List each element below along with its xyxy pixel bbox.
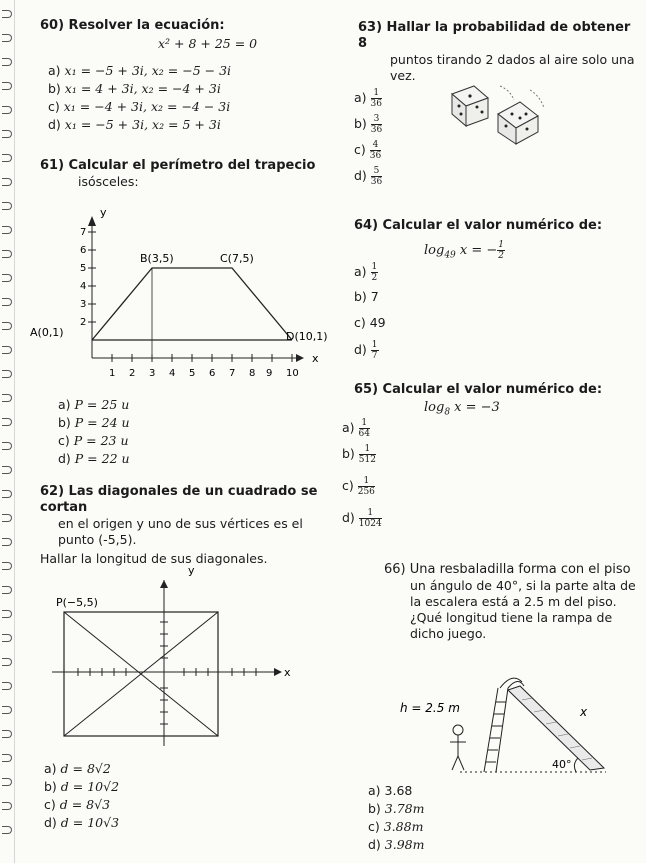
point-a-label: A(0,1) [30,326,64,339]
binding-ring [2,58,12,66]
y-ticks [80,227,96,328]
y-tick-label: 2 [80,317,87,328]
angle-arc [574,758,578,772]
y-tick-label: 3 [80,299,87,310]
option-fraction: $\frac{1}{512}$ [358,444,376,465]
question-66 [384,562,640,642]
x-tick-label: 5 [189,368,196,379]
binding-ring [2,514,12,522]
option-value: x₁ = −5 + 3i, x₂ = −5 − 3i [64,63,232,78]
binding-ring [2,346,12,354]
log-text: log [424,243,445,258]
option-fraction: $\frac{1}{2}$ [371,262,378,283]
binding-ring [2,418,12,426]
binding-ring [2,298,12,306]
question-63-options [354,88,382,192]
option-fraction: $\frac{1}{36}$ [370,88,382,109]
binding-ring [2,274,12,282]
y-axis-label: y [188,564,195,577]
dice-icon [452,86,488,126]
x-tick-label: 6 [209,368,216,379]
option-row [354,114,382,140]
option-letter: d) [58,451,71,466]
binding-ring [2,706,12,714]
binding-ring [2,250,12,258]
y-axis-arrow-icon [88,216,96,226]
dice-illustration [440,76,560,146]
question-62 [40,484,340,567]
option-letter: a) [342,420,355,435]
binding-ring [2,658,12,666]
option-row [44,778,119,796]
option-row [342,444,382,476]
binding-ring [2,178,12,186]
point-b-label: B(3,5) [140,252,174,265]
binding-ring [2,586,12,594]
question-65-title: 65) Calcular el valor numérico de: [354,382,603,397]
option-fraction: $\frac{3}{36}$ [370,114,383,135]
option-letter: d) [368,837,381,852]
question-66-line: 66) Una resbaladilla forma con el piso [384,562,631,577]
question-61-options [58,396,130,468]
option-value: d = 8√2 [60,761,111,776]
notebook-binding [0,0,15,863]
square-graph [50,560,310,755]
question-60 [40,18,340,134]
option-letter: b) [342,446,355,461]
question-61 [40,158,340,190]
option-row [354,262,386,288]
y-axis-arrow-icon [160,580,168,588]
question-63-line: 63) Hallar la probabilidad de obtener 8 [358,20,631,51]
option-fraction: $\frac{4}{36}$ [369,140,382,161]
option-row [354,166,382,192]
point-c-label: C(7,5) [220,252,254,265]
binding-ring [2,154,12,162]
option-letter: c) [354,315,366,330]
binding-ring [2,394,12,402]
question-66-options [368,782,424,854]
option-letter: b) [58,415,71,430]
question-66-line: un ángulo de 40°, si la parte alta de [410,578,636,593]
x-tick-label: 2 [129,368,136,379]
option-letter: c) [48,99,60,114]
option-letter: c) [368,819,380,834]
option-letter: a) [368,783,381,798]
x-tick-label: 3 [149,368,156,379]
option-row [354,140,382,166]
question-61-title: 61) Calcular el perímetro del trapecio [40,158,316,173]
option-row [44,814,119,832]
option-value: 3.78m [384,801,425,816]
x-axis-label: x [312,352,319,365]
option-value: 3.98m [384,837,425,852]
question-61-subtitle: isósceles: [78,174,139,189]
option-row [342,418,382,444]
trapezoid-graph [30,198,330,388]
option-letter: c) [342,478,354,493]
question-64-title: 64) Calcular el valor numérico de: [354,218,603,233]
option-row [48,80,340,98]
question-65 [354,382,634,421]
option-value: P = 25 u [74,397,130,412]
binding-ring [2,370,12,378]
option-letter: d) [44,815,57,830]
binding-ring [2,82,12,90]
option-row [368,818,424,836]
dice-icon [498,102,538,144]
question-66-line: la escalera está a 2.5 m del piso. [410,594,617,609]
x-axis-arrow-icon [274,668,282,676]
option-letter: d) [48,117,61,132]
x-tick-label: 1 [109,368,116,379]
question-65-expression [424,400,634,421]
option-row [48,116,340,134]
x-axis-label: x [284,666,291,679]
x-tick-label: 9 [266,368,273,379]
option-fraction: $\frac{1}{256}$ [357,476,375,497]
option-letter: a) [58,397,71,412]
option-row [58,396,130,414]
binding-ring [2,634,12,642]
option-row [58,414,130,432]
binding-ring [2,562,12,570]
option-letter: b) [48,81,61,96]
binding-ring [2,754,12,762]
option-row [354,88,382,114]
question-63-line: puntos tirando 2 dados al aire solo una [390,52,635,67]
option-letter: c) [58,433,70,448]
option-letter: b) [368,801,381,816]
option-value: x₁ = 4 + 3i, x₂ = −4 + 3i [64,81,221,96]
option-value: 7 [370,289,379,304]
expression-rest: x = −3 [450,400,500,415]
option-letter: a) [354,90,367,105]
trapezoid-shape [92,268,292,340]
question-60-equation: x² + 8 + 25 = 0 [158,36,258,51]
option-value: 3.68 [384,783,413,798]
y-tick-label: 4 [80,281,87,292]
option-value: P = 24 u [74,415,130,430]
question-63 [358,20,638,84]
slide-illustration [400,672,640,782]
option-row [368,782,424,800]
option-value: x₁ = −4 + 3i, x₂ = −4 − 3i [63,99,231,114]
option-letter: b) [354,289,367,304]
x-axis-arrow-icon [296,354,304,362]
option-row [342,508,382,534]
option-fraction: $\frac{1}{7}$ [371,340,378,361]
binding-ring [2,130,12,138]
question-62-line: Hallar la longitud de sus diagonales. [40,551,268,566]
question-66-line: dicho juego. [410,626,487,641]
option-value: x₁ = −5 + 3i, x₂ = 5 + 3i [64,117,221,132]
y-axis-label: y [100,206,107,219]
point-p-label: P(−5,5) [56,596,98,609]
option-letter: b) [44,779,57,794]
binding-ring [2,10,12,18]
binding-ring [2,610,12,618]
option-value: P = 22 u [74,451,130,466]
option-row [58,450,130,468]
option-value: d = 10√3 [60,815,120,830]
option-value: P = 23 u [73,433,129,448]
question-65-options [342,418,382,534]
question-66-line: ¿Qué longitud tiene la rampa de [410,610,613,625]
point-d-label: D(10,1) [286,330,328,343]
binding-ring [2,682,12,690]
option-fraction: $\frac{1}{64}$ [358,418,370,439]
motion-lines [500,86,514,100]
question-63-line: vez. [390,68,416,83]
x-tick-label: 8 [249,368,256,379]
option-letter: a) [44,761,57,776]
binding-ring [2,442,12,450]
option-letter: a) [48,63,61,78]
option-row [48,62,340,80]
option-row [368,836,424,854]
option-letter: a) [354,264,367,279]
question-62-line: punto (-5,5). [58,532,137,547]
option-fraction: $\frac{5}{36}$ [370,166,383,187]
binding-ring [2,322,12,330]
x-tick-label: 4 [169,368,176,379]
log-base: 8 [444,407,451,418]
log-text: log [424,400,445,415]
binding-ring [2,538,12,546]
binding-ring [2,226,12,234]
question-62-options [44,760,119,832]
option-letter: c) [44,797,56,812]
ramp-length-label: x [580,705,588,719]
binding-ring [2,778,12,786]
option-row [354,288,386,314]
option-row [44,796,119,814]
option-row [354,340,386,366]
option-value: d = 10√2 [60,779,120,794]
child-figure-icon [450,725,466,770]
x-tick-label: 7 [229,368,236,379]
question-64-expression [424,240,634,264]
option-row [354,314,386,340]
binding-ring [2,490,12,498]
angle-label: 40° [552,758,572,771]
option-row [368,800,424,818]
option-row [48,98,340,116]
option-row [44,760,119,778]
question-64 [354,218,634,264]
y-tick-label: 5 [80,263,87,274]
log-base: 49 [444,250,456,261]
binding-ring [2,730,12,738]
binding-ring [2,466,12,474]
height-label: h = 2.5 m [400,701,460,715]
expression-fraction: $\frac{1}{2}$ [498,240,505,261]
binding-ring [2,802,12,810]
option-value: 49 [369,315,386,330]
option-row [58,432,130,450]
question-62-line: 62) Las diagonales de un cuadrado se cortan [40,484,318,515]
option-letter: c) [354,142,366,157]
motion-lines [530,90,544,108]
y-tick-label: 7 [80,227,87,238]
binding-ring [2,202,12,210]
question-60-title: 60) Resolver la ecuación: [40,18,225,33]
option-fraction: $\frac{1}{1024}$ [358,508,382,529]
binding-ring [2,826,12,834]
option-letter: b) [354,116,367,131]
expression-rest: x = − [455,243,498,258]
option-row [342,476,382,508]
option-value: d = 8√3 [59,797,111,812]
option-letter: d) [342,510,355,525]
binding-ring [2,106,12,114]
option-letter: d) [354,168,367,183]
binding-ring [2,34,12,42]
question-64-options [354,262,386,366]
option-letter: d) [354,342,367,357]
x-tick-label: 10 [286,368,299,379]
y-tick-label: 6 [80,245,87,256]
question-62-line: en el origen y uno de sus vértices es el [58,516,303,531]
square-graph-ticks [78,622,256,724]
option-value: 3.88m [383,819,424,834]
